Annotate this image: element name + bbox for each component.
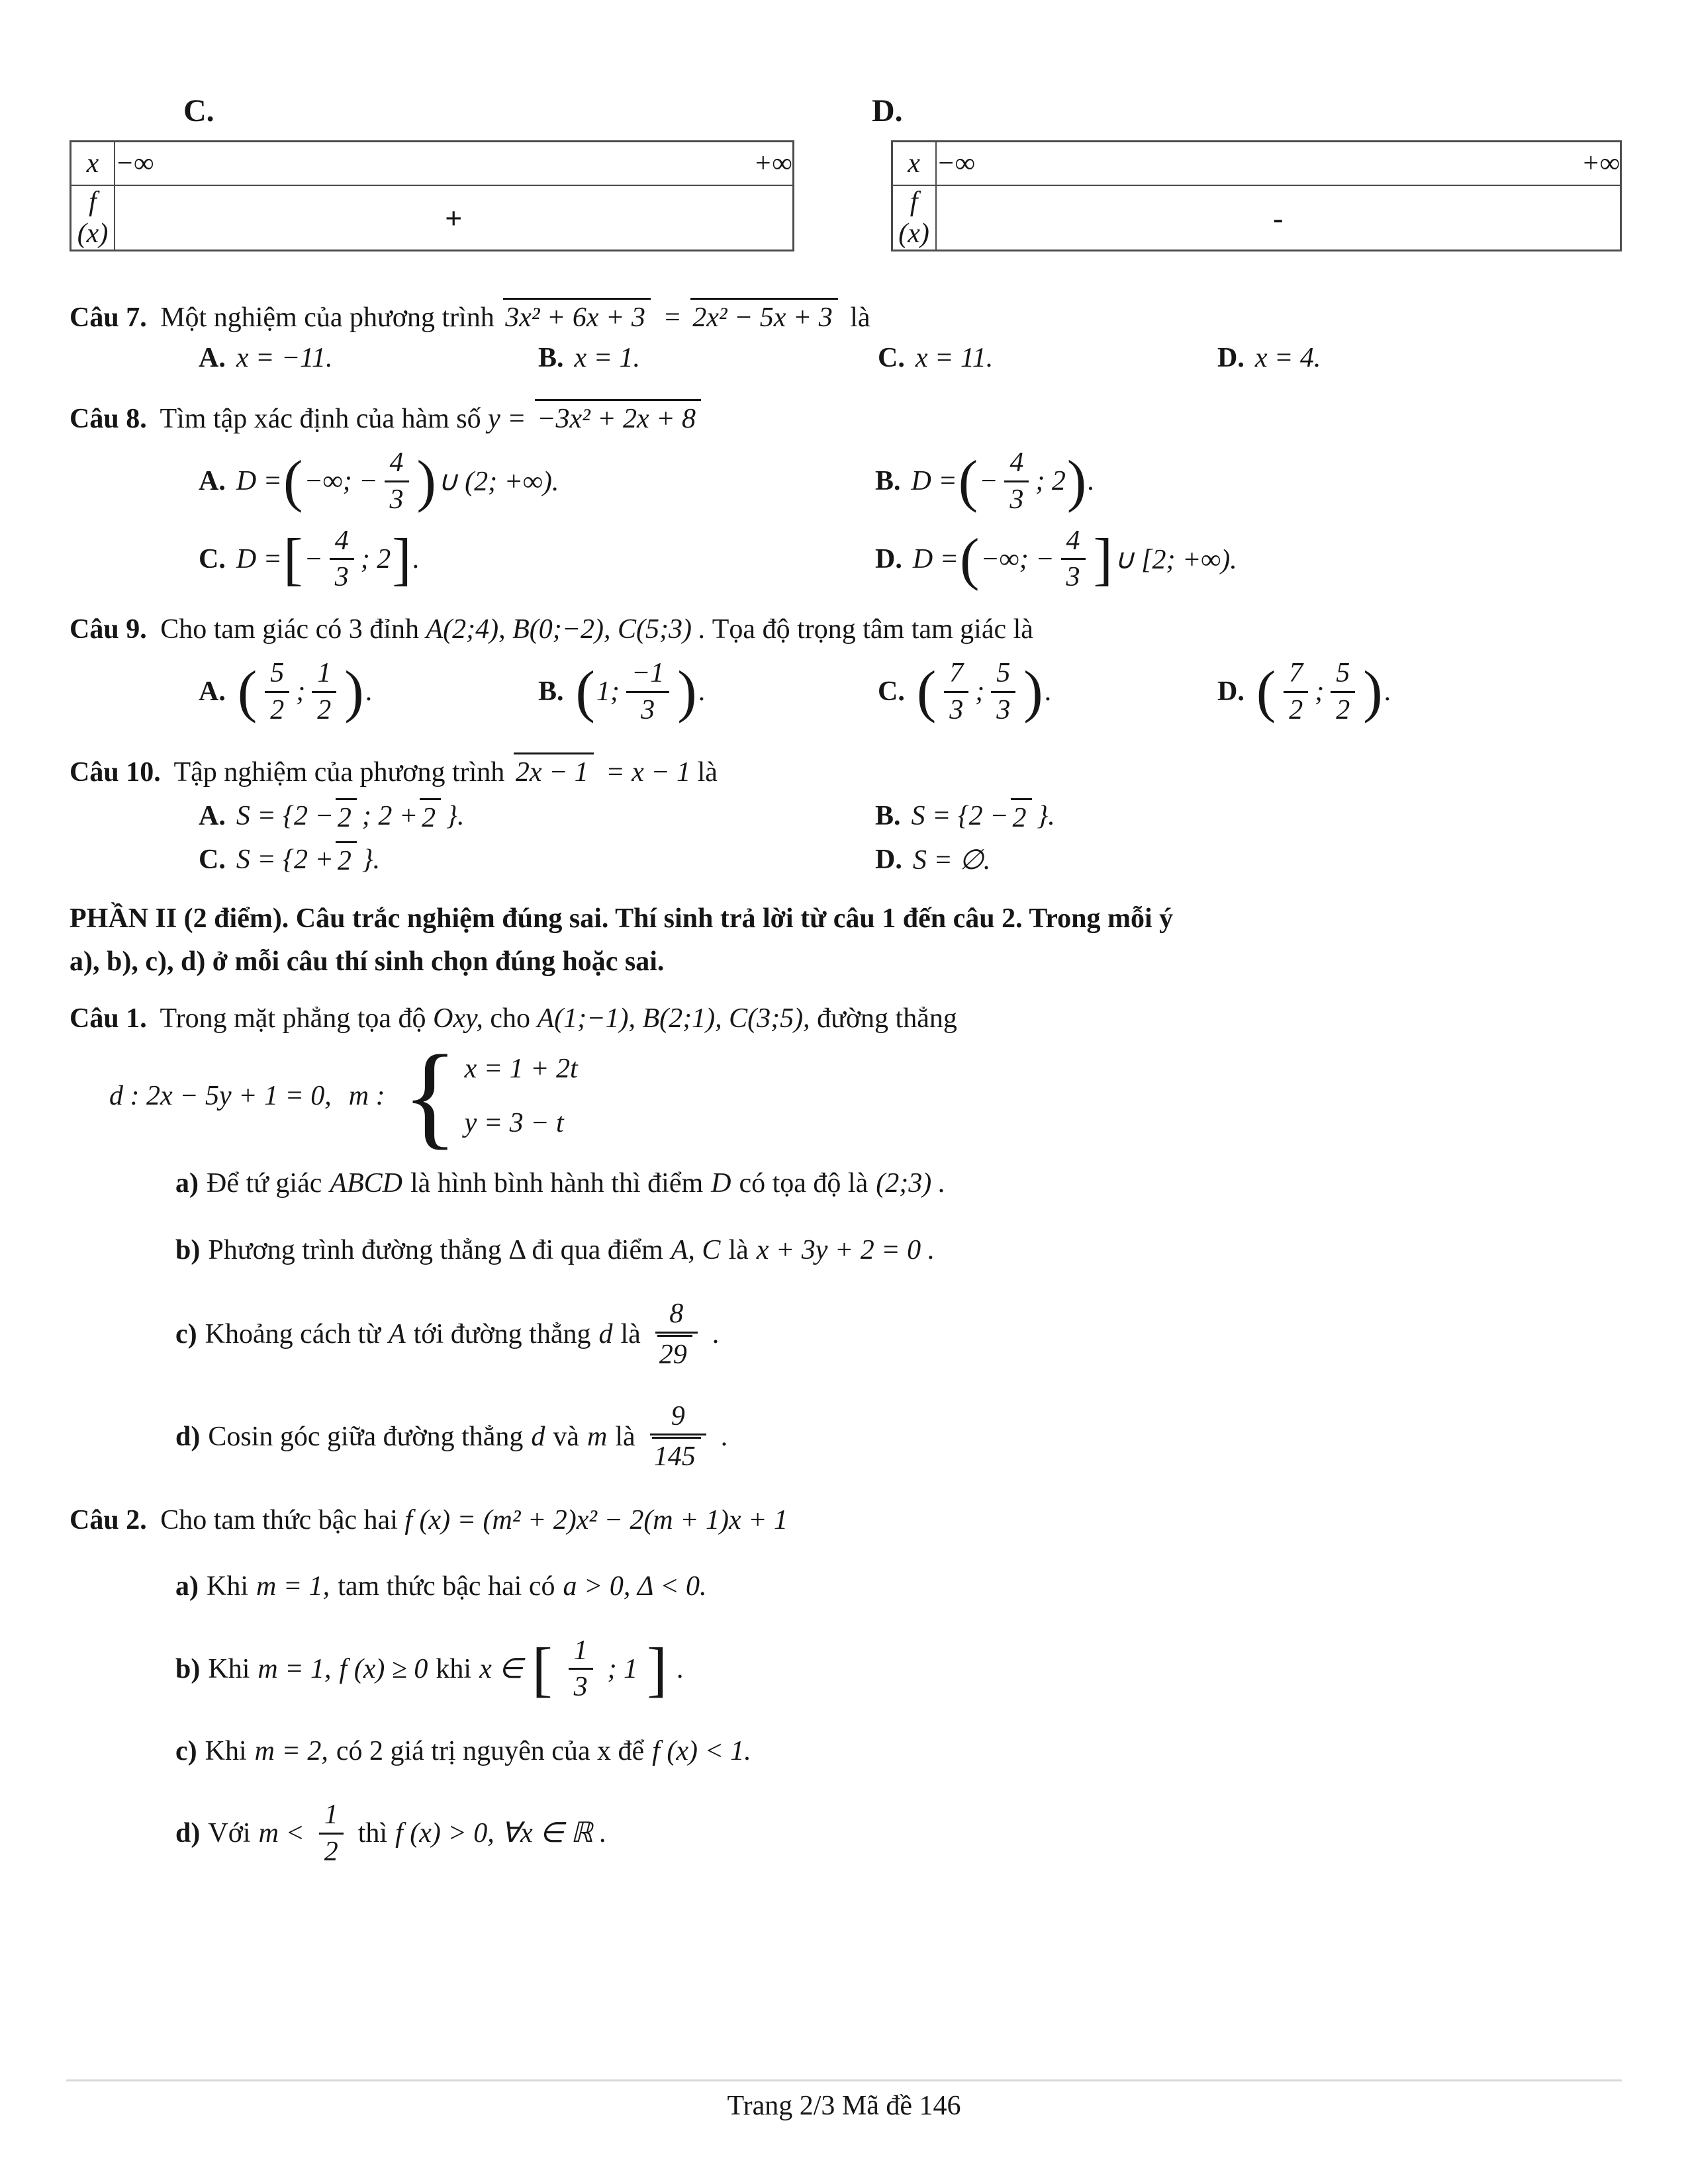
fraction: $\frac{-1}{3}$ [626,657,669,726]
equation-rhs: = x − 1 [606,756,691,788]
option-b: B. x = 1. [538,342,640,373]
fraction: $\frac{4}{3}$ [1004,447,1029,516]
sqrt-expression: 2x² − 5x + 3 [694,298,838,337]
option-c: C. x = 11. [878,342,994,373]
function-lhs: y = [488,403,526,434]
sqrt-expression: 2 [339,841,357,878]
parametric-rows [465,1053,578,1139]
question-10-options-row-1 [199,798,1622,835]
option-c: C. S = {2 + 2 }. [199,841,875,878]
option-c: C. D = [ − $\frac{4}{3}$ ; 2 ] . [199,525,420,593]
question-8-label: Câu 8. [70,403,147,434]
answer-label-c: C. [183,93,214,128]
sign-tables [70,140,1622,251]
c1-item-d: d) Cosin góc giữa đường thẳng d và m là $\frac{9}{145}$ . [175,1400,1622,1474]
sqrt-expression: 2x − 1 [517,752,594,792]
c1-item-b: b) Phương trình đường thẳng Δ đi qua điểm A, C là x + 3y + 2 = 0 . [175,1234,935,1265]
table-c-x-header: x [71,142,115,186]
question-9-label: Câu 9. [70,614,147,645]
triangle-points: A(2;4), B(0;−2), C(5;3) . [426,614,706,645]
question-10-tail: là [697,756,718,788]
part-2-line-2: a), b), c), d) ở mỗi câu thí sinh chọn đúng hoặc sai. [70,946,665,978]
sqrt-expression: 2 [339,798,357,835]
question-7 [70,298,1622,337]
question-9-tail: Tọa độ trọng tâm tam giác là [712,614,1033,645]
fraction: $\frac{1}{2}$ [312,657,336,726]
question-8-text: Tìm tập xác định của hàm số [160,403,481,434]
sqrt-expression: 2 [423,798,441,835]
fraction: $\frac{7}{2}$ [1284,657,1308,726]
part-2-line-1: PHẦN II (2 điểm). Câu trắc nghiệm đúng sai. Thí sinh trả lời từ câu 1 đến câu 2. Trong mỗi ý [70,903,1174,934]
c2-item-b: b) Khi m = 1, f (x) ≥ 0 khi x ∈ [ $\frac{1}{3}$ ; 1 ] . [175,1635,684,1703]
c2-item-c: c) Khi m = 2, có 2 giá trị nguyên của x để f (x) < 1. [175,1735,751,1766]
option-a: A. ( $\frac{5}{2}$ ; $\frac{1}{2}$ ) . [199,658,373,725]
sqrt-expression: 29 [661,1335,692,1371]
pos-infinity: +∞ [753,148,792,179]
part-2-heading [70,897,1622,983]
sign-table-d [891,140,1622,251]
fraction: $\frac{1}{2}$ [319,1799,344,1868]
question-7-text: Một nghiệm của phương trình [160,302,494,333]
answer-label-d: D. [872,93,903,128]
question-10-text: Tập nghiệm của phương trình [173,756,505,788]
option-b: B. ( 1; $\frac{-1}{3}$ ) . [538,658,706,725]
table-d-sign: - [1273,201,1284,235]
parametric-y: y = 3 − t [464,1107,564,1138]
table-d-fx-header: f (x) [892,185,936,251]
sqrt-expression: 3x² + 6x + 3 [506,298,651,337]
line-d-equation: d : 2x − 5y + 1 = 0, [109,1080,332,1111]
part2-question-1: Câu 1. Trong mặt phẳng tọa độ Oxy, cho A(1;−1), B(2;1), C(3;5), đường thẳng [70,1003,957,1034]
sqrt-expression: −3x² + 2x + 8 [538,399,701,438]
question-8 [70,399,1622,438]
page-content [70,0,1622,1868]
fraction: $\frac{4}{3}$ [330,525,354,594]
option-b: B. S = {2 − 2 }. [875,798,1622,835]
question-1-label: Câu 1. [70,1003,147,1034]
answer-table-labels [70,93,1622,134]
parametric-x: x = 1 + 2t [464,1053,578,1084]
option-a: A. D = ( −∞; − $\frac{4}{3}$ ) ∪ (2; +∞). [199,447,559,515]
line-m-label: m : [348,1080,385,1111]
part2-question-2: Câu 2. Cho tam thức bậc hai f (x) = (m² + 2)x² − 2(m + 1)x + 1 [70,1504,788,1535]
parametric-system [402,1031,578,1160]
sqrt-expression: 145 [655,1437,701,1473]
question-10-options [70,798,1622,878]
c2-item-d: d) Với m < $\frac{1}{2}$ thì f (x) > 0, ∀x ∈ ℝ . [175,1799,607,1867]
option-a: A. S = {2 − 2 ; 2 + 2 }. [199,798,875,835]
option-a: A. x = −11. [199,342,333,373]
question-2-label: Câu 2. [70,1504,147,1535]
sign-table-c [70,140,794,251]
question-10-options-row-2 [199,841,1622,878]
fraction: $\frac{5}{2}$ [265,657,289,726]
option-b: B. D = ( − $\frac{4}{3}$ ; 2 ) . [875,447,1095,515]
table-c-sign: + [445,201,463,235]
brace-icon: { [402,1031,458,1160]
equals-sign: = [663,302,682,333]
question-7-label: Câu 7. [70,302,147,333]
fraction: $\frac{1}{3}$ [569,1635,593,1704]
question-10 [70,752,1622,792]
question-8-options-row-2 [199,525,1622,594]
fraction: $\frac{5}{3}$ [991,657,1015,726]
quadratic-formula: f (x) = (m² + 2)x² − 2(m + 1)x + 1 [404,1504,788,1535]
question-9-options [199,657,1622,726]
c1-item-a: a) Để tứ giác ABCD là hình bình hành thì điểm D có tọa độ là (2;3) . [175,1167,946,1199]
footer-divider [66,2079,1622,2081]
footer-text: Trang 2/3 Mã đề 146 [727,2091,961,2121]
neg-infinity: −∞ [115,148,154,179]
pos-infinity: +∞ [1581,148,1620,179]
fraction: $\frac{4}{3}$ [385,447,409,516]
option-d: D. D = ( −∞; − $\frac{4}{3}$ ] ∪ [2; +∞). [875,525,1237,593]
c1-item-c: c) Khoảng cách từ A tới đường thẳng d là $\frac{8}{29}$ . [175,1298,1622,1371]
table-c-fx-header: f (x) [71,185,115,251]
table-d-range [937,142,1620,185]
option-d: D. ( $\frac{7}{2}$ ; $\frac{5}{2}$ ) . [1217,658,1391,725]
fraction: $\frac{7}{3}$ [944,657,968,726]
option-d: D. S = ∅. [875,844,991,876]
question-8-options-row-1 [199,447,1622,516]
table-d-x-header: x [892,142,936,186]
fraction: $\frac{5}{2}$ [1331,657,1355,726]
neg-infinity: −∞ [936,148,975,179]
table-c-range [115,142,792,185]
c2-item-a: a) Khi m = 1, tam thức bậc hai có a > 0, Δ < 0. [175,1571,707,1602]
fraction: $\frac{4}{3}$ [1061,525,1086,594]
question-9 [70,611,1622,649]
fraction: $\frac{8}{29}$ [655,1298,698,1371]
option-d: D. x = 4. [1217,342,1321,373]
option-c: C. ( $\frac{7}{3}$ ; $\frac{5}{3}$ ) . [878,658,1052,725]
fraction: $\frac{9}{145}$ [650,1400,706,1474]
question-7-tail: là [850,302,870,333]
line-equations [109,1031,1622,1160]
question-9-text: Cho tam giác có 3 đỉnh [160,614,419,645]
question-10-label: Câu 10. [70,756,161,788]
sqrt-expression: 2 [1014,798,1032,835]
question-7-options [199,342,1622,374]
